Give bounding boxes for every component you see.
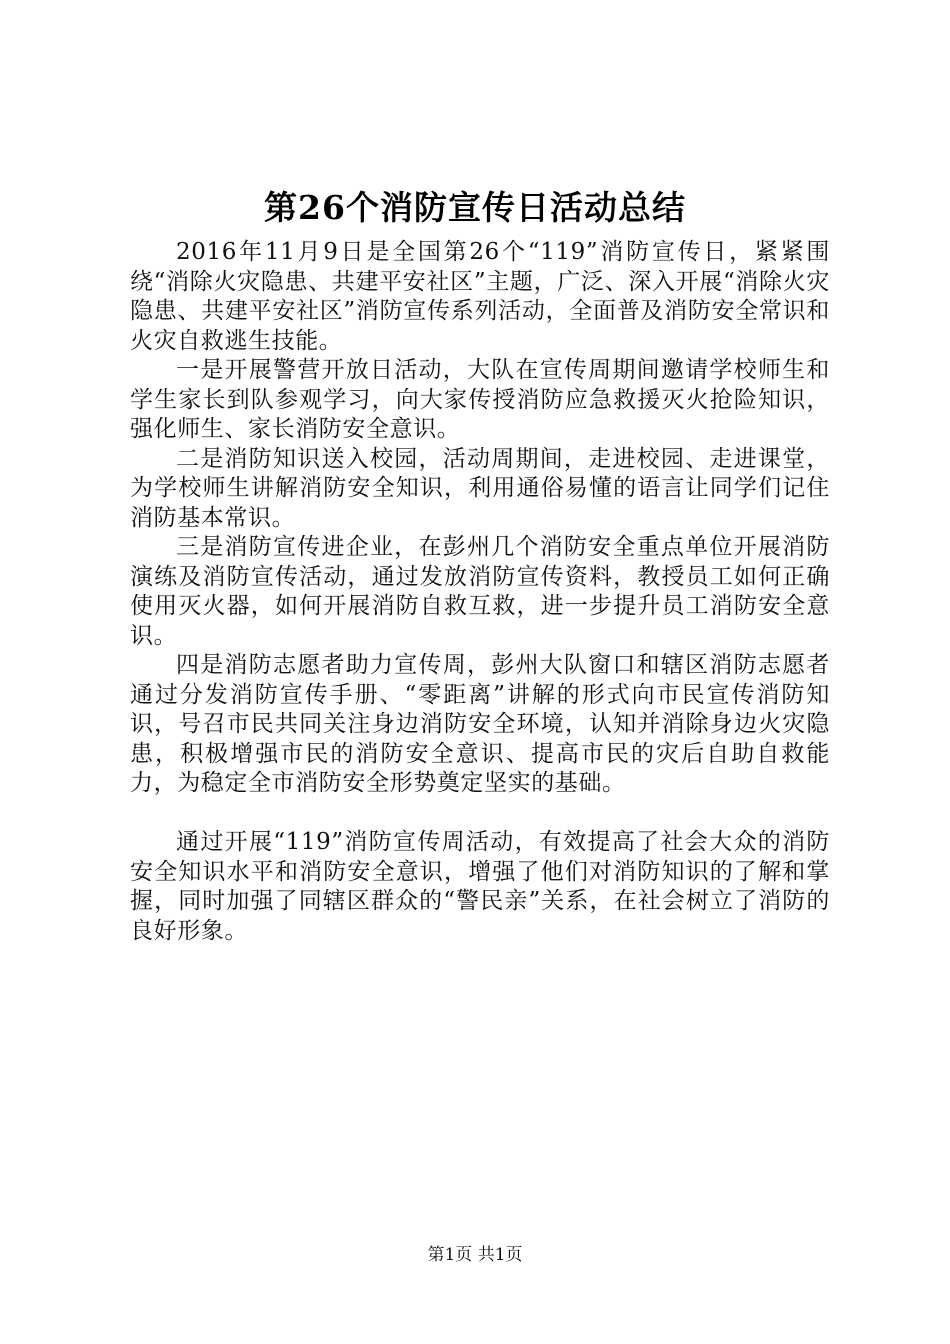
page-footer: 第1页 共1页 bbox=[427, 1245, 523, 1265]
paragraph-item-3: 三是消防宣传进企业，在彭州几个消防安全重点单位开展消防演练及消防宣传活动，通过发放消防宣传资料，教授员工如何正确使用灭火器，如何开展消防自救互救，进一步提升员工消防安全意识。 bbox=[130, 534, 830, 649]
paragraph-item-1: 一是开展警营开放日活动，大队在宣传周期间邀请学校师生和学生家长到队参观学习，向大家传授消防应急救援灭火抢险知识，强化师生、家长消防安全意识。 bbox=[130, 357, 830, 442]
paragraph-item-4: 四是消防志愿者助力宣传周，彭州大队窗口和辖区消防志愿者通过分发消防宣传手册、“零距离”讲解的形式向市民宣传消防知识，号召市民共同关注身边消防安全环境，认知并消除身边火灾隐患，积极增强市民的消防安全意识、提高市民的灾后自助自救能力，为稳定全市消防安全形势奠定坚实的基础。 bbox=[130, 652, 830, 796]
paragraph-conclusion: 通过开展“119”消防宣传周活动，有效提高了社会大众的消防安全知识水平和消防安全意识，增强了他们对消防知识的了解和掌握，同时加强了同辖区群众的“警民亲”关系，在社会树立了消防的良好形象。 bbox=[130, 829, 830, 944]
document-title: 第26个消防宣传日活动总结 bbox=[264, 188, 686, 227]
paragraph-item-2: 二是消防知识送入校园，活动周期间，走进校园、走进课堂，为学校师生讲解消防安全知识，利用通俗易懂的语言让同学们记住消防基本常识。 bbox=[130, 445, 830, 531]
paragraph-spacer bbox=[130, 799, 830, 829]
paragraph-intro: 2016年11月9日是全国第26个“119”消防宣传日，紧紧围绕“消除火灾隐患、共建平安社区”主题，广泛、深入开展“消除火灾隐患、共建平安社区”消防宣传系列活动，全面普及消防安全常识和火灾自救逃生技能。 bbox=[130, 239, 830, 354]
document-body bbox=[130, 238, 830, 946]
